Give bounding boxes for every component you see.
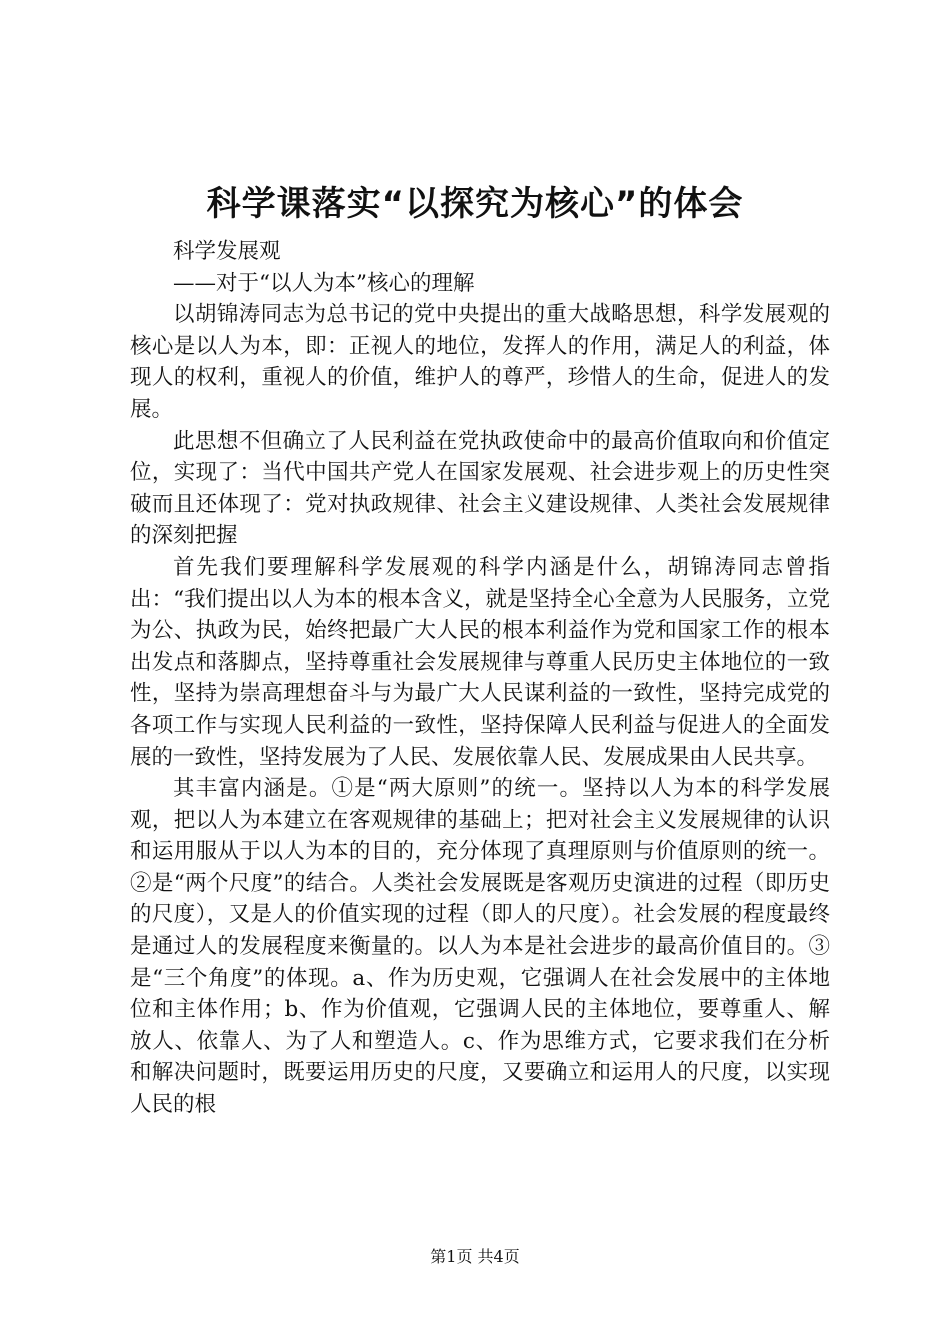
paragraph: 其丰富内涵是。①是“两大原则”的统一。坚持以人为本的科学发展观，把以人为本建立在客观规律的基础上；把对社会主义发展规律的认识和运用服从于以人为本的目的，充分体现了真理原则与价值原则的统一。②是“两个尺度”的结合。人类社会发展既是客观历史演进的过程（即历史的尺度），又是人的价值实现的过程（即人的尺度）。社会发展的程度最终是通过人的发展程度来衡量的。以人为本是社会进步的最高价值目的。③是“三个角度”的体现。a、作为历史观，它强调人在社会发展中的主体地位和主体作用；b、作为价值观，它强调人民的主体地位，要尊重人、解放人、依靠人、为了人和塑造人。c、作为思维方式，它要求我们在分析和解决问题时，既要运用历史的尺度，又要确立和运用人的尺度，以实现人民的根 — [130, 776, 830, 1118]
page-number-footer: 第1页 共4页 — [430, 1247, 520, 1266]
paragraph-heading: 科学发展观 — [173, 239, 281, 264]
paragraph-subheading: ——对于“以人为本”核心的理解 — [173, 270, 475, 296]
document-title: 科学课落实“以探究为核心”的体会 — [206, 184, 744, 224]
document-body — [130, 236, 830, 1121]
paragraph: 以胡锦涛同志为总书记的党中央提出的重大战略思想，科学发展观的核心是以人为本，即：正视人的地位，发挥人的作用，满足人的利益，体现人的权利，重视人的价值，维护人的尊严，珍惜人的生命，促进人的发展。 — [130, 302, 830, 422]
paragraph: 此思想不但确立了人民利益在党执政使命中的最高价值取向和价值定位，实现了：当代中国共产党人在国家发展观、社会进步观上的历史性突破而且还体现了：党对执政规律、社会主义建设规律、人类社会发展规律的深刻把握 — [130, 428, 830, 549]
paragraph: 首先我们要理解科学发展观的科学内涵是什么，胡锦涛同志曾指出：“我们提出以人为本的根本含义，就是坚持全心全意为人民服务，立党为公、执政为民，始终把最广大人民的根本利益作为党和国家工作的根本出发点和落脚点，坚持尊重社会发展规律与尊重人民历史主体地位的一致性，坚持为崇高理想奋斗与为最广大人民谋利益的一致性，坚持完成党的各项工作与实现人民利益的一致性，坚持保障人民利益与促进人的全面发展的一致性，坚持发展为了人民、发展依靠人民、发展成果由人民共享。 — [130, 554, 830, 770]
